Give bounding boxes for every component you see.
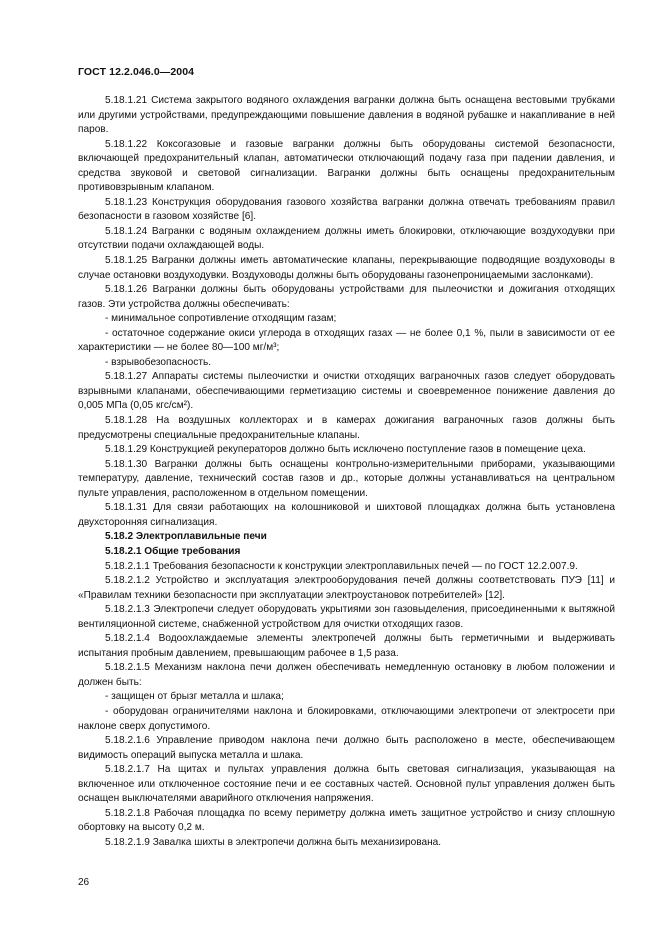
paragraph: 5.18.2.1.4 Водоохлаждаемые элементы электропечей должны быть герметичными и выдерживать испытания пробным давлением, превышающим рабочее в 1,5 раза. xyxy=(78,633,615,659)
list-item: - минимальное сопротивление отходящим газам; xyxy=(105,313,337,325)
paragraph: 5.18.2.1.5 Механизм наклона печи должен обеспечивать немедленную остановку в любом положении и должен быть: xyxy=(78,662,615,688)
paragraph: 5.18.1.22 Коксогазовые и газовые вагранки должны быть оборудованы системой безопасности, включающей предохранительный клапан, автоматически отключающий подачу газа при падении давления, и средства звуковой и световой сигнализации. Вагранки должны быть оснащены предохранительным противовзрывным клапаном. xyxy=(78,138,615,194)
list-item: - оборудован ограничителями наклона и блокировками, отключающими электропечи от электросети при наклоне сверх допустимого. xyxy=(78,705,615,732)
paragraph: 5.18.2.1.7 На щитах и пультах управления должна быть световая сигнализация, указывающая на включенное или отключенное состояние печи и ее составных частей. Основной пульт управления должен быть оснащен выключателями аварийного отключения напряжения. xyxy=(78,764,615,805)
paragraph: 5.18.2.1.6 Управление приводом наклона печи должно быть расположено в месте, обеспечивающем видимость операций выпуска металла и шлака. xyxy=(78,735,615,761)
paragraph: 5.18.1.26 Вагранки должны быть оборудованы устройствами для пылеочистки и дожигания отходящих газов. Эти устройства должны обеспечивать: xyxy=(78,284,615,310)
paragraph: 5.18.1.23 Конструкция оборудования газового хозяйства вагранки должна отвечать требованиям правил безопасности в газовом хозяйстве [6]. xyxy=(78,196,615,223)
paragraph: 5.18.2.1.9 Завалка шихты в электропечи должна быть механизирована. xyxy=(105,836,442,848)
paragraph: 5.18.1.30 Вагранки должны быть оснащены контрольно-измерительными приборами, указывающими температуру, давление, технический состав газов и др., которые должны устанавливаться на центральном пульте управления, расположенном в отдельном помещении. xyxy=(78,458,615,499)
list-item: - защищен от брызг металла и шлака; xyxy=(105,691,284,703)
paragraph: 5.18.1.21 Система закрытого водяного охлаждения вагранки должна быть оснащена вестовыми трубками или другими устройствами, предупреждающими повышение давления в водяной рубашке и накапливание в ней паров. xyxy=(78,95,615,136)
paragraph: 5.18.2.1.2 Устройство и эксплуатация электрооборудования печей должны соответствовать ПУЭ [11] и «Правилам техники безопасности при эксплуатации электроустановок потребителей» [12]. xyxy=(78,575,615,601)
list-item: - остаточное содержание окиси углерода в отходящих газах — не более 0,1 %, пыли в зависимости от ее характеристики — не более 80—100 мг/м³; xyxy=(78,327,615,354)
paragraph: 5.18.1.25 Вагранки должны иметь автоматические клапаны, перекрывающие подводящие воздуховоды в случае остановки воздуходувки. Воздуховоды должны быть оборудованы газонепроницаемыми заслонками). xyxy=(78,255,615,281)
list-item: - взрывобезопасность. xyxy=(105,356,212,368)
paragraph: 5.18.1.28 На воздушных коллекторах и в камерах дожигания ваграночных газов должны быть предусмотрены специальные предохранительные клапаны. xyxy=(78,415,615,441)
paragraph: 5.18.2.1.3 Электропечи следует оборудовать укрытиями зон газовыделения, присоединенными к вытяжной вентиляционной системе, снабженной устройством для очистки отходящих газов. xyxy=(78,604,615,630)
paragraph: 5.18.2.1.8 Рабочая площадка по всему периметру должна иметь защитное устройство и снизу сплошную обортовку на высоту 0,2 м. xyxy=(78,807,615,834)
section-heading: 5.18.2.1 Общие требования xyxy=(105,545,241,557)
paragraph: 5.18.1.27 Аппараты системы пылеочистки и очистки отходящих ваграночных газов следует оборудовать взрывными клапанами, обеспечивающими герметизацию системы и своевременное понижение давления до 0,005 МПа (0,05 кгс/см²). xyxy=(78,371,615,412)
paragraph: 5.18.1.29 Конструкцией рекуператоров должно быть исключено поступление газов в помещение цеха. xyxy=(105,444,586,456)
section-heading: 5.18.2 Электроплавильные печи xyxy=(105,531,267,543)
document-body xyxy=(78,94,615,850)
paragraph: 5.18.1.31 Для связи работающих на колошниковой и шихтовой площадках должна быть установлена двухсторонняя сигнализация. xyxy=(78,502,615,528)
paragraph: 5.18.2.1.1 Требования безопасности к конструкции электроплавильных печей — по ГОСТ 12.2.007.9. xyxy=(105,560,578,572)
page-number: 26 xyxy=(78,877,90,888)
paragraph: 5.18.1.24 Вагранки с водяным охлаждением должны иметь блокировки, отключающие воздуходувки при отсутствии подачи охлаждающей воды. xyxy=(78,225,615,252)
document-header: ГОСТ 12.2.046.0—2004 xyxy=(78,66,195,78)
